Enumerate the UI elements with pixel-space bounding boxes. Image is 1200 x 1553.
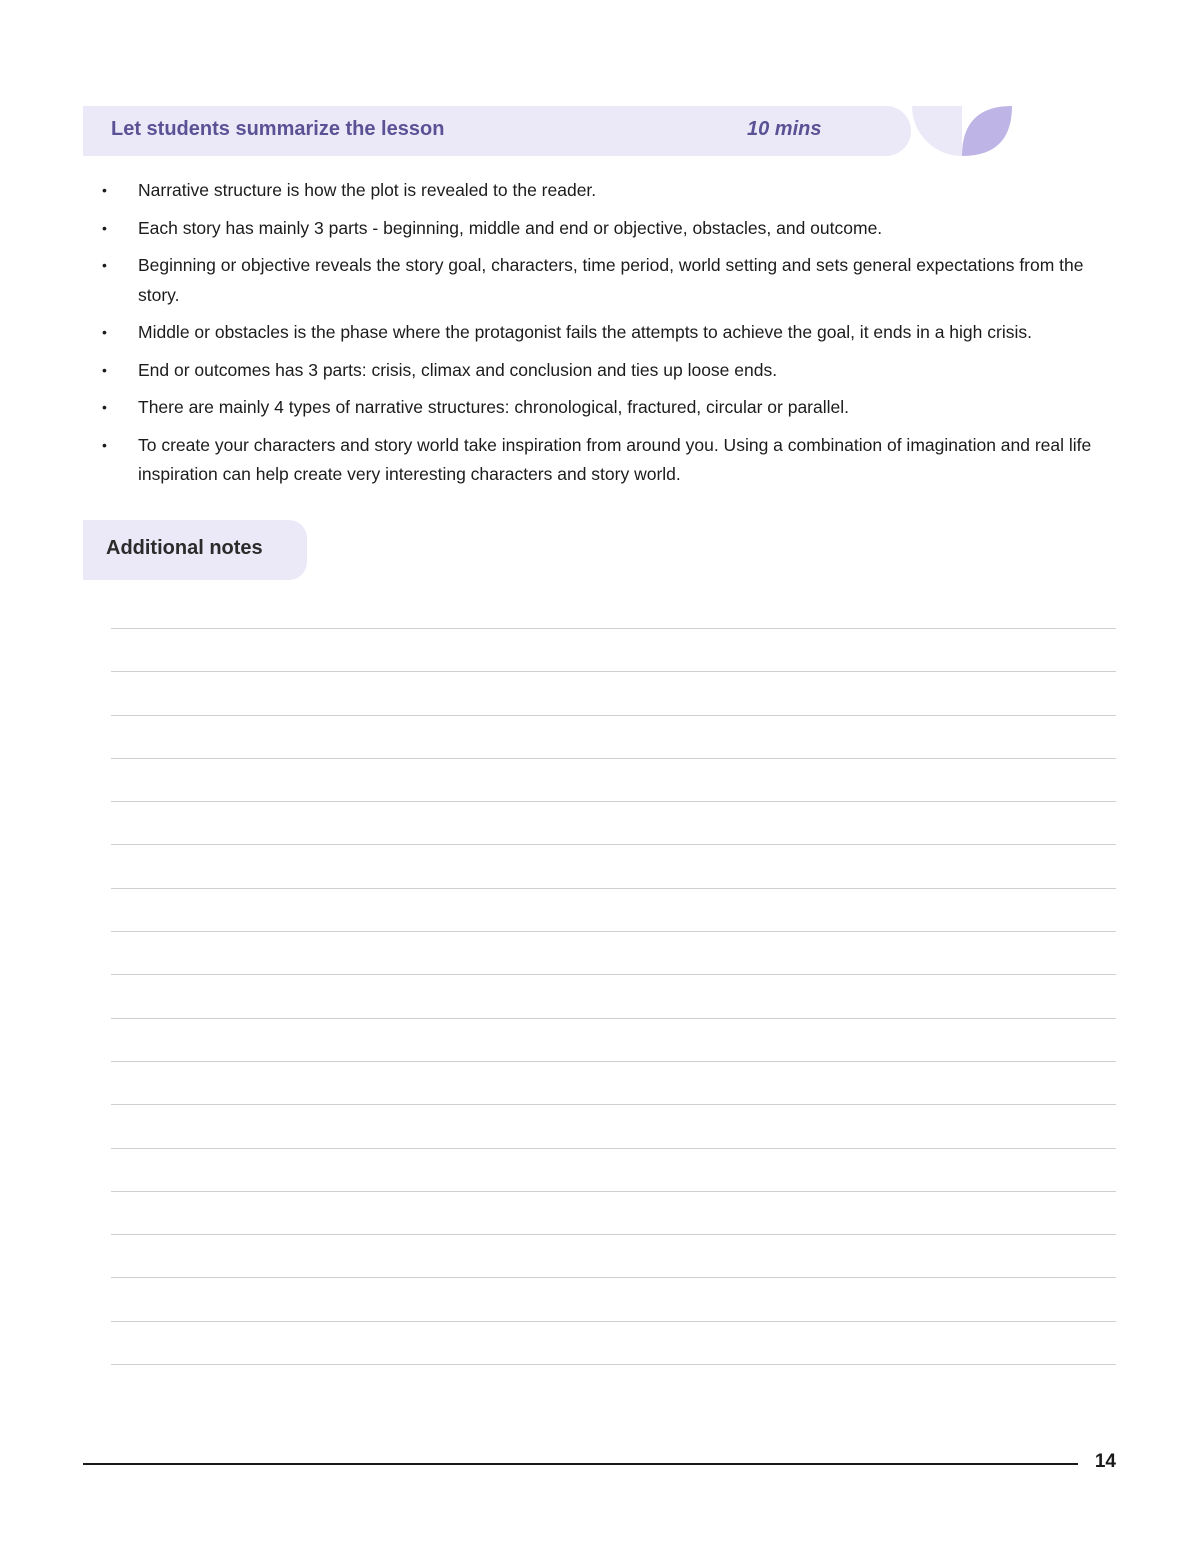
summary-point	[100, 251, 1100, 310]
summary-point-text: End or outcomes has 3 parts: crisis, climax and conclusion and ties up loose ends.	[138, 359, 778, 380]
bullet-icon: •	[102, 257, 107, 273]
ruled-line	[111, 1321, 1116, 1322]
ruled-line	[111, 931, 1116, 932]
bullet-icon: •	[102, 182, 107, 198]
ruled-line	[111, 1191, 1116, 1192]
ruled-line	[111, 1364, 1116, 1365]
bullet-icon: •	[102, 399, 107, 415]
ruled-line	[111, 1061, 1116, 1062]
notes-ruled-area[interactable]	[111, 628, 1116, 1407]
half-circle-shape	[912, 106, 962, 156]
ruled-line	[111, 888, 1116, 889]
bullet-icon: •	[102, 219, 107, 236]
bullet-icon: •	[102, 361, 107, 378]
section-duration: 10 mins	[747, 118, 822, 140]
page-number: 14	[1094, 1451, 1116, 1472]
summary-point-text: Beginning or objective reveals the story goal, characters, time period, world setting and sets general expectations from the story.	[138, 255, 1084, 305]
ruled-line	[111, 1104, 1116, 1105]
summary-point-text: Narrative structure is how the plot is revealed to the reader.	[138, 180, 597, 200]
footer-rule	[83, 1463, 1078, 1465]
ruled-line	[111, 974, 1116, 975]
bullet-icon: •	[102, 436, 107, 453]
ruled-line	[111, 1234, 1116, 1235]
ruled-line	[111, 844, 1116, 845]
summary-point-text: Each story has mainly 3 parts - beginning, middle and end or objective, obstacles, and outcome.	[138, 217, 883, 238]
decorative-leaf-shapes	[912, 106, 1012, 156]
ruled-line	[111, 1148, 1116, 1149]
summary-list	[100, 176, 1100, 498]
ruled-line	[111, 1018, 1116, 1019]
summary-point-text: There are mainly 4 types of narrative structures: chronological, fractured, circular or parallel.	[138, 397, 849, 417]
summary-point	[100, 176, 1100, 206]
additional-notes-title: Additional notes	[106, 537, 263, 559]
summary-point	[100, 431, 1100, 490]
summary-point	[100, 356, 1100, 386]
section-title: Let students summarize the lesson	[111, 118, 445, 140]
additional-notes-header	[83, 520, 307, 580]
ruled-line	[111, 715, 1116, 716]
section-header-band	[83, 106, 911, 156]
ruled-line	[111, 628, 1116, 629]
summary-point	[100, 318, 1100, 348]
summary-point-text: Middle or obstacles is the phase where the protagonist fails the attempts to achieve the goal, it ends in a high crisis.	[138, 322, 1032, 342]
ruled-line	[111, 671, 1116, 672]
bullet-icon: •	[102, 324, 107, 340]
summary-point-text: To create your characters and story world take inspiration from around you. Using a combination of imagination and real life inspiration can help create very interesting characters and story world.	[138, 434, 1092, 484]
summary-point	[100, 214, 1100, 244]
ruled-line	[111, 801, 1116, 802]
leaf-icon	[962, 106, 1012, 156]
ruled-line	[111, 758, 1116, 759]
summary-point	[100, 393, 1100, 423]
ruled-line	[111, 1277, 1116, 1278]
